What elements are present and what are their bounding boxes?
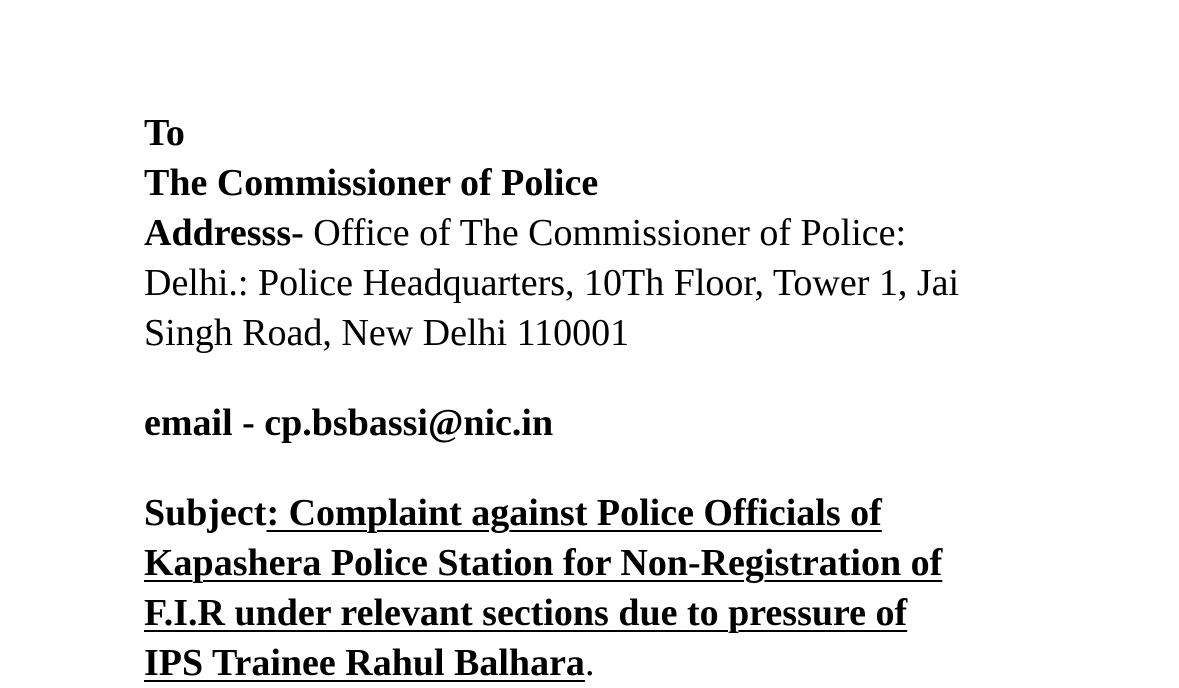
subject-line-4 <box>144 638 1064 688</box>
letter-body <box>144 108 1064 688</box>
subject-line-2 <box>144 538 1064 588</box>
spacer <box>144 448 1064 488</box>
email-line: email - cp.bsbassi@nic.in <box>144 402 554 444</box>
subject-text-1: : Complaint against Police Officials of <box>266 492 882 534</box>
address-line-1 <box>144 208 1064 258</box>
subject-end-punctuation: . <box>584 642 595 684</box>
subject-label: Subject <box>144 492 267 534</box>
subject-line-1 <box>144 488 1064 538</box>
address-line-3: Singh Road, New Delhi 110001 <box>144 312 630 354</box>
subject-line-3 <box>144 588 1064 638</box>
subject-text-4: IPS Trainee Rahul Balhara <box>144 642 585 684</box>
salutation: To <box>144 112 185 154</box>
address-label: Addresss- <box>144 212 304 254</box>
recipient-title: The Commissioner of Police <box>144 162 599 204</box>
address-text-1: Office of The Commissioner of Police: <box>313 212 907 254</box>
subject-text-3: F.I.R under relevant sections due to pressure of <box>144 592 908 634</box>
spacer <box>144 358 1064 398</box>
address-line-2: Delhi.: Police Headquarters, 10Th Floor, Tower 1, Jai <box>144 262 960 304</box>
subject-text-2: Kapashera Police Station for Non-Registration of <box>144 542 943 584</box>
